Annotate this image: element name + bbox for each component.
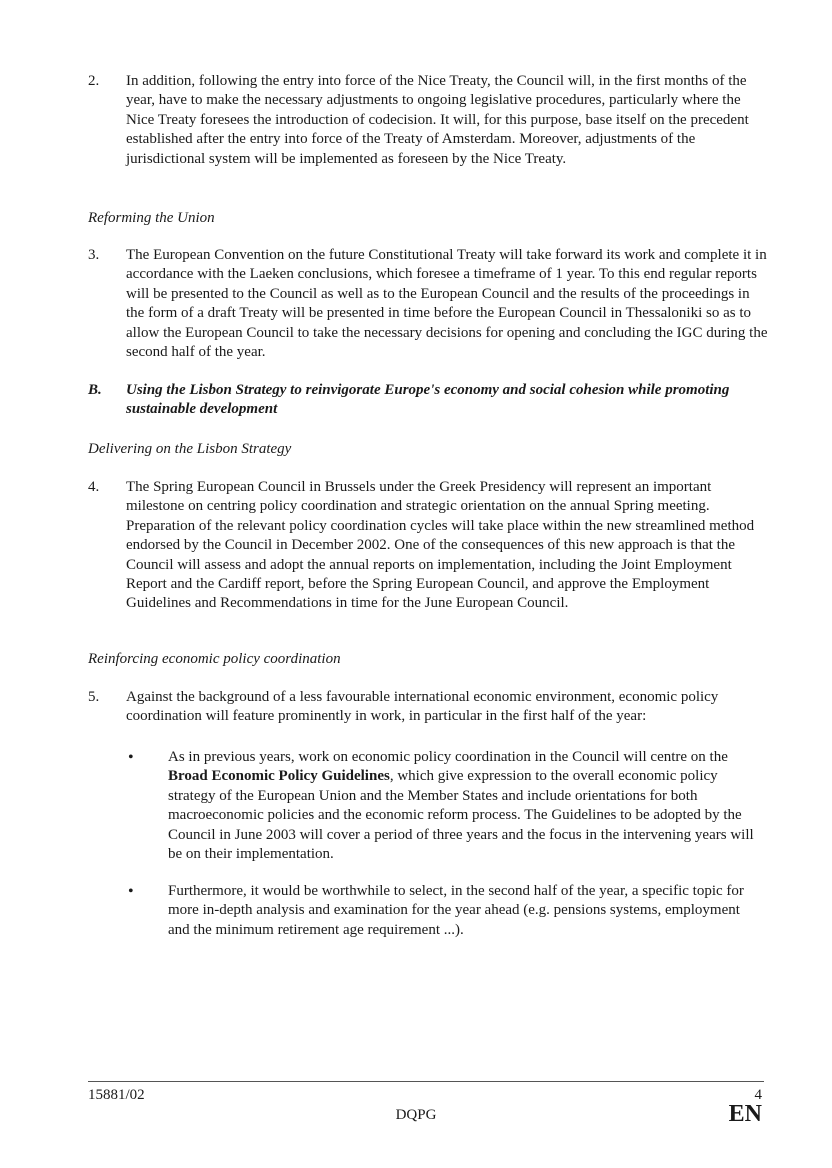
paragraph-text: The European Convention on the future Constitutional Treaty will take forward its work and complete it in accordance with the Laeken conclusions, which foresee a timeframe of 1 year. To this end regular reports will be presented to the Council as well as to the European Council and the results of the proceedings in the form of a draft Treaty will be presented in time before the European Council in Thessaloniki so as to allow the European Council to take the necessary decisions for opening and concluding the IGC during the second half of the year. — [126, 247, 768, 361]
paragraph-5 — [88, 688, 768, 727]
paragraph-text: In addition, following the entry into force of the Nice Treaty, the Council will, in the first months of the year, have to make the necessary adjustments to ongoing legislative procedures, particularly where the Nice Treaty foresees the introduction of codecision. It will, for this purpose, base itself on the precedent established after the entry into force of the Treaty of Amsterdam. Moreover, adjustments of the jurisdictional system will be implemented as foreseen by the Nice Treaty. — [126, 73, 749, 167]
subheading-delivering-on-lisbon: Delivering on the Lisbon Strategy — [88, 441, 292, 457]
footer-unit: DQPG — [395, 1107, 437, 1123]
bullet-text — [168, 748, 758, 864]
bullet-item-1 — [128, 748, 758, 864]
section-letter: B. — [88, 382, 102, 398]
bullet-text-after: , which give expression to the overall economic policy strategy of the European Union and the Member States and include orientations for both macroeconomic policies and the economic reform process. The Guidelines to be adopted by the Council in June 2003 will cover a period of three years and the focus in the intervening years will be on their implementation. — [168, 768, 754, 863]
paragraph-4 — [88, 478, 768, 614]
section-title: Using the Lisbon Strategy to reinvigorate Europe's economy and social cohesion while promoting sustainable development — [126, 382, 730, 418]
footer-divider — [88, 1081, 764, 1082]
section-b-heading — [88, 381, 768, 420]
bullet-text-bold: Broad Economic Policy Guidelines — [168, 768, 390, 785]
bullet-text: Furthermore, it would be worthwhile to select, in the second half of the year, a specific topic for more in-depth analysis and examination for the year ahead (e.g. pensions systems, employment and the minimum retirement age requirement ...). — [168, 883, 744, 938]
paragraph-number: 5. — [88, 689, 100, 705]
paragraph-2 — [88, 72, 768, 169]
bullet-dot: • — [128, 883, 134, 900]
footer-page-number: 4 — [754, 1087, 762, 1103]
subheading-reinforcing-coordination: Reinforcing economic policy coordination — [88, 651, 341, 667]
bullet-item-2 — [128, 882, 758, 940]
paragraph-number: 4. — [88, 479, 100, 495]
footer-doc-ref: 15881/02 — [88, 1087, 145, 1103]
paragraph-3 — [88, 246, 768, 362]
footer-language: EN — [728, 1101, 762, 1127]
bullet-text-before: As in previous years, work on economic policy coordination in the Council will centre on the — [168, 749, 728, 765]
paragraph-number: 3. — [88, 247, 100, 263]
paragraph-text: The Spring European Council in Brussels under the Greek Presidency will represent an important milestone on centring policy coordination and strategic orientation on the annual Spring meeting. Preparation of the relevant policy coordination cycles will take place within the new streamlined method endorsed by the Council in December 2002. One of the consequences of this new approach is that the Council will assess and adopt the annual reports on implementation, including the Joint Employment Report and the Cardiff report, before the Spring European Council, and approve the Employment Guidelines and Recommendations in time for the June European Council. — [126, 479, 755, 612]
subheading-reforming-the-union: Reforming the Union — [88, 210, 215, 226]
paragraph-number: 2. — [88, 73, 100, 89]
bullet-dot: • — [128, 749, 134, 766]
paragraph-text: Against the background of a less favourable international economic environment, economic policy coordination will feature prominently in work, in particular in the first half of the year: — [126, 689, 719, 725]
